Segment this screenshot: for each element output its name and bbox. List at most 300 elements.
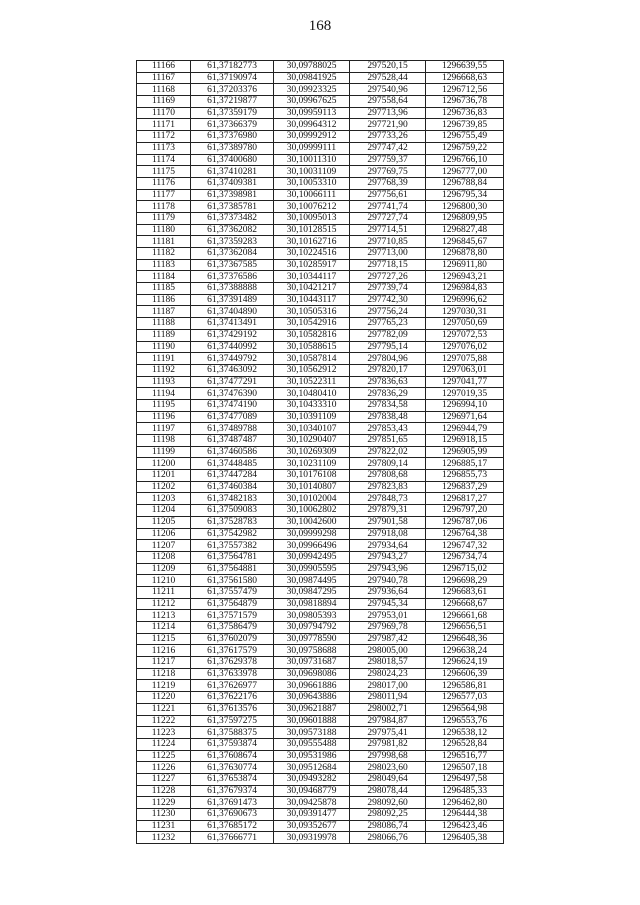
- point-number-cell: 11192: [137, 364, 191, 376]
- longitude-cell: 30,09601888: [274, 715, 350, 727]
- x-coordinate-cell: 297741,74: [350, 201, 426, 213]
- y-coordinate-cell: 1296668,67: [426, 598, 504, 610]
- table-row: [137, 458, 504, 470]
- latitude-cell: 61,37617579: [191, 645, 274, 657]
- table-row: [137, 131, 504, 143]
- table-row: [137, 212, 504, 224]
- point-number-cell: 11217: [137, 657, 191, 669]
- point-number-cell: 11189: [137, 329, 191, 341]
- x-coordinate-cell: 297981,82: [350, 738, 426, 750]
- y-coordinate-cell: 1296797,20: [426, 505, 504, 517]
- x-coordinate-cell: 297848,73: [350, 493, 426, 505]
- x-coordinate-cell: 297953,01: [350, 610, 426, 622]
- x-coordinate-cell: 297727,26: [350, 271, 426, 283]
- x-coordinate-cell: 297727,74: [350, 212, 426, 224]
- latitude-cell: 61,37447284: [191, 470, 274, 482]
- coordinates-table: [136, 60, 504, 844]
- table-row: [137, 96, 504, 108]
- x-coordinate-cell: 297809,14: [350, 458, 426, 470]
- longitude-cell: 30,10542916: [274, 318, 350, 330]
- y-coordinate-cell: 1296984,83: [426, 283, 504, 295]
- point-number-cell: 11171: [137, 119, 191, 131]
- x-coordinate-cell: 297714,51: [350, 224, 426, 236]
- x-coordinate-cell: 297943,27: [350, 551, 426, 563]
- x-coordinate-cell: 297823,83: [350, 481, 426, 493]
- latitude-cell: 61,37564881: [191, 563, 274, 575]
- table-row: [137, 727, 504, 739]
- y-coordinate-cell: 1296712,56: [426, 84, 504, 96]
- longitude-cell: 30,09573188: [274, 727, 350, 739]
- point-number-cell: 11216: [137, 645, 191, 657]
- table-row: [137, 154, 504, 166]
- x-coordinate-cell: 297820,17: [350, 364, 426, 376]
- x-coordinate-cell: 297759,37: [350, 154, 426, 166]
- longitude-cell: 30,10588615: [274, 341, 350, 353]
- longitude-cell: 30,09468779: [274, 785, 350, 797]
- point-number-cell: 11181: [137, 236, 191, 248]
- latitude-cell: 61,37362084: [191, 248, 274, 260]
- point-number-cell: 11225: [137, 750, 191, 762]
- y-coordinate-cell: 1297075,88: [426, 353, 504, 365]
- longitude-cell: 30,10095013: [274, 212, 350, 224]
- longitude-cell: 30,09923325: [274, 84, 350, 96]
- table-row: [137, 563, 504, 575]
- longitude-cell: 30,10269309: [274, 446, 350, 458]
- latitude-cell: 61,37679374: [191, 785, 274, 797]
- table-row: [137, 493, 504, 505]
- longitude-cell: 30,09643886: [274, 692, 350, 704]
- longitude-cell: 30,10231109: [274, 458, 350, 470]
- table-row: [137, 516, 504, 528]
- table-row: [137, 773, 504, 785]
- y-coordinate-cell: 1296885,17: [426, 458, 504, 470]
- longitude-cell: 30,09818894: [274, 598, 350, 610]
- point-number-cell: 11214: [137, 622, 191, 634]
- x-coordinate-cell: 297756,61: [350, 189, 426, 201]
- latitude-cell: 61,37489788: [191, 423, 274, 435]
- y-coordinate-cell: 1296996,62: [426, 294, 504, 306]
- point-number-cell: 11228: [137, 785, 191, 797]
- y-coordinate-cell: 1296905,99: [426, 446, 504, 458]
- latitude-cell: 61,37571579: [191, 610, 274, 622]
- point-number-cell: 11177: [137, 189, 191, 201]
- latitude-cell: 61,37509083: [191, 505, 274, 517]
- point-number-cell: 11207: [137, 540, 191, 552]
- x-coordinate-cell: 298086,74: [350, 820, 426, 832]
- point-number-cell: 11221: [137, 703, 191, 715]
- table-row: [137, 703, 504, 715]
- table-row: [137, 657, 504, 669]
- table-row: [137, 236, 504, 248]
- table-row: [137, 177, 504, 189]
- y-coordinate-cell: 1296516,77: [426, 750, 504, 762]
- y-coordinate-cell: 1296405,38: [426, 832, 504, 844]
- longitude-cell: 30,10162716: [274, 236, 350, 248]
- y-coordinate-cell: 1296943,21: [426, 271, 504, 283]
- y-coordinate-cell: 1296538,12: [426, 727, 504, 739]
- y-coordinate-cell: 1296553,76: [426, 715, 504, 727]
- latitude-cell: 61,37622176: [191, 692, 274, 704]
- longitude-cell: 30,10224516: [274, 248, 350, 260]
- longitude-cell: 30,10522311: [274, 376, 350, 388]
- longitude-cell: 30,09319978: [274, 832, 350, 844]
- latitude-cell: 61,37586479: [191, 622, 274, 634]
- latitude-cell: 61,37602079: [191, 633, 274, 645]
- table-row: [137, 294, 504, 306]
- x-coordinate-cell: 297558,64: [350, 96, 426, 108]
- longitude-cell: 30,09967625: [274, 96, 350, 108]
- longitude-cell: 30,09959113: [274, 107, 350, 119]
- point-number-cell: 11201: [137, 470, 191, 482]
- longitude-cell: 30,09992912: [274, 131, 350, 143]
- latitude-cell: 61,37366379: [191, 119, 274, 131]
- y-coordinate-cell: 1296845,67: [426, 236, 504, 248]
- y-coordinate-cell: 1296764,38: [426, 528, 504, 540]
- x-coordinate-cell: 297838,48: [350, 411, 426, 423]
- x-coordinate-cell: 297721,90: [350, 119, 426, 131]
- latitude-cell: 61,37633978: [191, 668, 274, 680]
- table-row: [137, 271, 504, 283]
- x-coordinate-cell: 297834,58: [350, 399, 426, 411]
- y-coordinate-cell: 1296683,61: [426, 586, 504, 598]
- x-coordinate-cell: 298078,44: [350, 785, 426, 797]
- table-row: [137, 622, 504, 634]
- point-number-cell: 11212: [137, 598, 191, 610]
- table-row: [137, 797, 504, 809]
- longitude-cell: 30,09778590: [274, 633, 350, 645]
- coordinates-table-body: [137, 61, 504, 844]
- longitude-cell: 30,09841925: [274, 72, 350, 84]
- x-coordinate-cell: 298024,23: [350, 668, 426, 680]
- x-coordinate-cell: 297879,31: [350, 505, 426, 517]
- latitude-cell: 61,37362082: [191, 224, 274, 236]
- y-coordinate-cell: 1296777,00: [426, 166, 504, 178]
- latitude-cell: 61,37608674: [191, 750, 274, 762]
- y-coordinate-cell: 1296911,80: [426, 259, 504, 271]
- point-number-cell: 11197: [137, 423, 191, 435]
- longitude-cell: 30,09874495: [274, 575, 350, 587]
- point-number-cell: 11199: [137, 446, 191, 458]
- table-row: [137, 505, 504, 517]
- y-coordinate-cell: 1296444,38: [426, 809, 504, 821]
- point-number-cell: 11227: [137, 773, 191, 785]
- table-row: [137, 633, 504, 645]
- y-coordinate-cell: 1296606,39: [426, 668, 504, 680]
- table-row: [137, 423, 504, 435]
- longitude-cell: 30,10480410: [274, 388, 350, 400]
- latitude-cell: 61,37359283: [191, 236, 274, 248]
- latitude-cell: 61,37597275: [191, 715, 274, 727]
- y-coordinate-cell: 1296837,29: [426, 481, 504, 493]
- x-coordinate-cell: 297540,96: [350, 84, 426, 96]
- y-coordinate-cell: 1296766,10: [426, 154, 504, 166]
- table-row: [137, 388, 504, 400]
- latitude-cell: 61,37561580: [191, 575, 274, 587]
- table-row: [137, 551, 504, 563]
- longitude-cell: 30,09788025: [274, 61, 350, 73]
- x-coordinate-cell: 297901,58: [350, 516, 426, 528]
- longitude-cell: 30,10587814: [274, 353, 350, 365]
- x-coordinate-cell: 298017,00: [350, 680, 426, 692]
- y-coordinate-cell: 1297019,35: [426, 388, 504, 400]
- latitude-cell: 61,37685172: [191, 820, 274, 832]
- latitude-cell: 61,37400680: [191, 154, 274, 166]
- y-coordinate-cell: 1296497,58: [426, 773, 504, 785]
- y-coordinate-cell: 1296971,64: [426, 411, 504, 423]
- table-row: [137, 353, 504, 365]
- table-row: [137, 645, 504, 657]
- y-coordinate-cell: 1296855,73: [426, 470, 504, 482]
- point-number-cell: 11215: [137, 633, 191, 645]
- point-number-cell: 11213: [137, 610, 191, 622]
- point-number-cell: 11203: [137, 493, 191, 505]
- latitude-cell: 61,37182773: [191, 61, 274, 73]
- point-number-cell: 11210: [137, 575, 191, 587]
- latitude-cell: 61,37376980: [191, 131, 274, 143]
- table-row: [137, 376, 504, 388]
- longitude-cell: 30,09661886: [274, 680, 350, 692]
- latitude-cell: 61,37203376: [191, 84, 274, 96]
- longitude-cell: 30,09794792: [274, 622, 350, 634]
- point-number-cell: 11166: [137, 61, 191, 73]
- latitude-cell: 61,37429192: [191, 329, 274, 341]
- latitude-cell: 61,37542982: [191, 528, 274, 540]
- x-coordinate-cell: 298011,94: [350, 692, 426, 704]
- latitude-cell: 61,37359179: [191, 107, 274, 119]
- table-row: [137, 528, 504, 540]
- y-coordinate-cell: 1296747,32: [426, 540, 504, 552]
- y-coordinate-cell: 1296827,48: [426, 224, 504, 236]
- table-row: [137, 692, 504, 704]
- latitude-cell: 61,37409381: [191, 177, 274, 189]
- y-coordinate-cell: 1296462,80: [426, 797, 504, 809]
- longitude-cell: 30,09805393: [274, 610, 350, 622]
- y-coordinate-cell: 1297072,53: [426, 329, 504, 341]
- longitude-cell: 30,10421217: [274, 283, 350, 295]
- latitude-cell: 61,37690673: [191, 809, 274, 821]
- table-row: [137, 364, 504, 376]
- y-coordinate-cell: 1296944,79: [426, 423, 504, 435]
- latitude-cell: 61,37487487: [191, 435, 274, 447]
- x-coordinate-cell: 297756,24: [350, 306, 426, 318]
- x-coordinate-cell: 297713,00: [350, 248, 426, 260]
- latitude-cell: 61,37373482: [191, 212, 274, 224]
- y-coordinate-cell: 1296734,74: [426, 551, 504, 563]
- table-row: [137, 283, 504, 295]
- x-coordinate-cell: 297520,15: [350, 61, 426, 73]
- table-row: [137, 84, 504, 96]
- longitude-cell: 30,09621887: [274, 703, 350, 715]
- latitude-cell: 61,37653874: [191, 773, 274, 785]
- point-number-cell: 11222: [137, 715, 191, 727]
- longitude-cell: 30,10140807: [274, 481, 350, 493]
- table-row: [137, 224, 504, 236]
- x-coordinate-cell: 297853,43: [350, 423, 426, 435]
- table-row: [137, 762, 504, 774]
- x-coordinate-cell: 298049,64: [350, 773, 426, 785]
- point-number-cell: 11205: [137, 516, 191, 528]
- table-row: [137, 540, 504, 552]
- y-coordinate-cell: 1296878,80: [426, 248, 504, 260]
- x-coordinate-cell: 297768,39: [350, 177, 426, 189]
- latitude-cell: 61,37477089: [191, 411, 274, 423]
- table-row: [137, 668, 504, 680]
- y-coordinate-cell: 1296698,29: [426, 575, 504, 587]
- point-number-cell: 11170: [137, 107, 191, 119]
- table-row: [137, 248, 504, 260]
- table-row: [137, 680, 504, 692]
- point-number-cell: 11196: [137, 411, 191, 423]
- y-coordinate-cell: 1296787,06: [426, 516, 504, 528]
- x-coordinate-cell: 297739,74: [350, 283, 426, 295]
- x-coordinate-cell: 297836,29: [350, 388, 426, 400]
- y-coordinate-cell: 1297076,02: [426, 341, 504, 353]
- y-coordinate-cell: 1296586,81: [426, 680, 504, 692]
- y-coordinate-cell: 1296423,46: [426, 820, 504, 832]
- table-row: [137, 738, 504, 750]
- table-row: [137, 411, 504, 423]
- point-number-cell: 11198: [137, 435, 191, 447]
- y-coordinate-cell: 1296817,27: [426, 493, 504, 505]
- longitude-cell: 30,10031109: [274, 166, 350, 178]
- latitude-cell: 61,37476390: [191, 388, 274, 400]
- longitude-cell: 30,09731687: [274, 657, 350, 669]
- point-number-cell: 11180: [137, 224, 191, 236]
- y-coordinate-cell: 1296656,51: [426, 622, 504, 634]
- point-number-cell: 11176: [137, 177, 191, 189]
- x-coordinate-cell: 297940,78: [350, 575, 426, 587]
- latitude-cell: 61,37629378: [191, 657, 274, 669]
- point-number-cell: 11179: [137, 212, 191, 224]
- point-number-cell: 11219: [137, 680, 191, 692]
- point-number-cell: 11190: [137, 341, 191, 353]
- table-row: [137, 435, 504, 447]
- point-number-cell: 11209: [137, 563, 191, 575]
- point-number-cell: 11169: [137, 96, 191, 108]
- x-coordinate-cell: 297713,96: [350, 107, 426, 119]
- x-coordinate-cell: 298018,57: [350, 657, 426, 669]
- latitude-cell: 61,37389780: [191, 142, 274, 154]
- x-coordinate-cell: 297718,15: [350, 259, 426, 271]
- y-coordinate-cell: 1296668,63: [426, 72, 504, 84]
- y-coordinate-cell: 1296507,18: [426, 762, 504, 774]
- longitude-cell: 30,09942495: [274, 551, 350, 563]
- longitude-cell: 30,09352677: [274, 820, 350, 832]
- latitude-cell: 61,37367585: [191, 259, 274, 271]
- point-number-cell: 11200: [137, 458, 191, 470]
- x-coordinate-cell: 297945,34: [350, 598, 426, 610]
- longitude-cell: 30,09847295: [274, 586, 350, 598]
- longitude-cell: 30,10102004: [274, 493, 350, 505]
- x-coordinate-cell: 297934,64: [350, 540, 426, 552]
- table-row: [137, 201, 504, 213]
- latitude-cell: 61,37666771: [191, 832, 274, 844]
- point-number-cell: 11187: [137, 306, 191, 318]
- x-coordinate-cell: 297804,96: [350, 353, 426, 365]
- y-coordinate-cell: 1296755,49: [426, 131, 504, 143]
- longitude-cell: 30,09512684: [274, 762, 350, 774]
- table-row: [137, 750, 504, 762]
- point-number-cell: 11218: [137, 668, 191, 680]
- point-number-cell: 11191: [137, 353, 191, 365]
- x-coordinate-cell: 297936,64: [350, 586, 426, 598]
- point-number-cell: 11229: [137, 797, 191, 809]
- point-number-cell: 11184: [137, 271, 191, 283]
- table-row: [137, 785, 504, 797]
- longitude-cell: 30,09999298: [274, 528, 350, 540]
- table-row: [137, 809, 504, 821]
- table-row: [137, 166, 504, 178]
- longitude-cell: 30,09966496: [274, 540, 350, 552]
- point-number-cell: 11224: [137, 738, 191, 750]
- point-number-cell: 11188: [137, 318, 191, 330]
- longitude-cell: 30,10076212: [274, 201, 350, 213]
- x-coordinate-cell: 298005,00: [350, 645, 426, 657]
- x-coordinate-cell: 297836,63: [350, 376, 426, 388]
- latitude-cell: 61,37398981: [191, 189, 274, 201]
- y-coordinate-cell: 1296639,55: [426, 61, 504, 73]
- table-row: [137, 142, 504, 154]
- y-coordinate-cell: 1296800,30: [426, 201, 504, 213]
- latitude-cell: 61,37528783: [191, 516, 274, 528]
- y-coordinate-cell: 1296485,33: [426, 785, 504, 797]
- longitude-cell: 30,09391477: [274, 809, 350, 821]
- point-number-cell: 11231: [137, 820, 191, 832]
- longitude-cell: 30,10053310: [274, 177, 350, 189]
- latitude-cell: 61,37593874: [191, 738, 274, 750]
- x-coordinate-cell: 297782,09: [350, 329, 426, 341]
- longitude-cell: 30,10128515: [274, 224, 350, 236]
- point-number-cell: 11185: [137, 283, 191, 295]
- latitude-cell: 61,37626977: [191, 680, 274, 692]
- y-coordinate-cell: 1296918,15: [426, 435, 504, 447]
- point-number-cell: 11206: [137, 528, 191, 540]
- longitude-cell: 30,09493282: [274, 773, 350, 785]
- latitude-cell: 61,37463092: [191, 364, 274, 376]
- longitude-cell: 30,10344117: [274, 271, 350, 283]
- table-row: [137, 598, 504, 610]
- x-coordinate-cell: 297998,68: [350, 750, 426, 762]
- table-row: [137, 610, 504, 622]
- longitude-cell: 30,10582816: [274, 329, 350, 341]
- y-coordinate-cell: 1297041,77: [426, 376, 504, 388]
- x-coordinate-cell: 297918,08: [350, 528, 426, 540]
- longitude-cell: 30,10433310: [274, 399, 350, 411]
- y-coordinate-cell: 1296577,03: [426, 692, 504, 704]
- point-number-cell: 11174: [137, 154, 191, 166]
- table-row: [137, 470, 504, 482]
- x-coordinate-cell: 298092,25: [350, 809, 426, 821]
- y-coordinate-cell: 1296638,24: [426, 645, 504, 657]
- latitude-cell: 61,37404890: [191, 306, 274, 318]
- latitude-cell: 61,37630774: [191, 762, 274, 774]
- point-number-cell: 11186: [137, 294, 191, 306]
- table-row: [137, 189, 504, 201]
- table-row: [137, 715, 504, 727]
- y-coordinate-cell: 1297063,01: [426, 364, 504, 376]
- y-coordinate-cell: 1296759,22: [426, 142, 504, 154]
- y-coordinate-cell: 1296795,34: [426, 189, 504, 201]
- longitude-cell: 30,09425878: [274, 797, 350, 809]
- point-number-cell: 11173: [137, 142, 191, 154]
- y-coordinate-cell: 1296564,98: [426, 703, 504, 715]
- y-coordinate-cell: 1296736,78: [426, 96, 504, 108]
- latitude-cell: 61,37557479: [191, 586, 274, 598]
- table-row: [137, 481, 504, 493]
- point-number-cell: 11208: [137, 551, 191, 563]
- x-coordinate-cell: 297765,23: [350, 318, 426, 330]
- table-row: [137, 399, 504, 411]
